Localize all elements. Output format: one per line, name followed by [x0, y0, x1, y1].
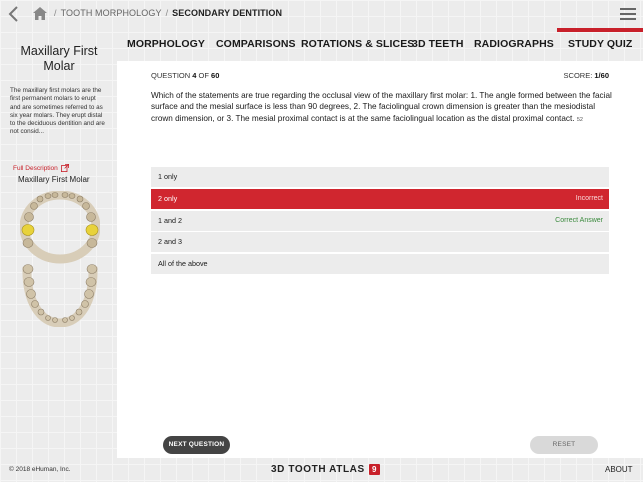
answer-option-correct[interactable] [151, 211, 609, 231]
highlighted-molar-right [86, 225, 98, 236]
sidebar-description: The maxillary first molars are the first permanent molars to erupt and are sometimes referred to as six year molars. They erupt distal to the deciduous dentition and are not consid... [10, 87, 105, 136]
tab-study-quiz[interactable]: STUDY QUIZ [568, 38, 633, 50]
menu-line [620, 13, 636, 15]
answer-list [151, 167, 609, 276]
question-text [151, 90, 613, 126]
answer-status-correct: Correct Answer [555, 216, 603, 224]
tab-morphology[interactable]: MORPHOLOGY [127, 38, 206, 50]
external-link-icon [61, 164, 69, 172]
answer-label: 1 and 2 [158, 215, 182, 225]
answer-label: All of the above [158, 259, 208, 269]
answer-label: 2 and 3 [158, 237, 182, 247]
quiz-panel [117, 61, 643, 458]
score [564, 71, 609, 80]
question-of-label: OF [198, 71, 209, 80]
brand-name: 3D TOOTH ATLAS [271, 464, 365, 475]
copyright: © 2018 eHuman, Inc. [9, 466, 71, 473]
top-bar [0, 0, 643, 28]
answer-option[interactable] [151, 254, 609, 274]
tab-bar [117, 28, 643, 61]
answer-label: 1 only [158, 172, 178, 181]
answer-status-incorrect: Incorrect [575, 194, 603, 202]
answer-option[interactable] [151, 232, 609, 252]
breadcrumb-item-tooth-morphology[interactable]: TOOTH MORPHOLOGY [60, 8, 162, 18]
upper-arch [22, 193, 98, 260]
menu-line [620, 8, 636, 10]
tab-comparisons[interactable]: COMPARISONS [216, 38, 296, 50]
home-icon[interactable] [33, 7, 47, 20]
menu-line [620, 18, 636, 20]
question-header [151, 71, 609, 80]
question-reference: 52 [576, 116, 583, 123]
active-tab-indicator [557, 28, 643, 32]
tooth-name-label: Maxillary First Molar [18, 175, 90, 184]
breadcrumb [50, 8, 282, 18]
reset-button[interactable]: RESET [530, 436, 598, 454]
question-number: 4 [192, 71, 197, 80]
tab-3d-teeth[interactable]: 3D TEETH [412, 38, 464, 50]
answer-option-incorrect[interactable] [151, 189, 609, 209]
full-description-label: Full Description [13, 164, 58, 172]
lower-arch [23, 265, 97, 324]
highlighted-molar-left [22, 225, 34, 236]
tab-rotations-slices[interactable]: ROTATIONS & SLICES [301, 38, 415, 50]
answer-label: 2 only [158, 193, 178, 203]
score-value: 1/60 [594, 71, 609, 80]
breadcrumb-separator: / [54, 8, 57, 18]
breadcrumb-separator: / [165, 8, 169, 18]
question-body: Which of the statements are true regarding the occlusal view of the maxillary first molar: 1. The angle formed between the facial surface and the mesial surface is less than 90 degrees, 2. The faciolingual crown dimension is greater than the mesiodistal crown dimension, or 3. The mesial proximal contact is at the same faciolingual location as the distal proximal contact. [151, 91, 612, 123]
tab-radiographs[interactable]: RADIOGRAPHS [474, 38, 554, 50]
sidebar [0, 28, 117, 458]
app-brand [271, 464, 380, 475]
menu-icon[interactable] [620, 8, 636, 20]
brand-version-badge: 9 [369, 464, 380, 475]
score-label: SCORE: [563, 71, 593, 80]
answer-option[interactable] [151, 167, 609, 187]
question-total: 60 [211, 71, 220, 80]
back-icon[interactable] [6, 4, 22, 24]
sidebar-title: Maxillary First Molar [20, 44, 98, 73]
dental-arch-diagram[interactable] [20, 191, 100, 327]
next-question-button[interactable]: NEXT QUESTION [163, 436, 230, 454]
about-link[interactable]: ABOUT [605, 465, 633, 474]
breadcrumb-current: SECONDARY DENTITION [172, 8, 283, 18]
question-label: QUESTION [151, 71, 191, 80]
full-description-link[interactable] [13, 164, 69, 172]
